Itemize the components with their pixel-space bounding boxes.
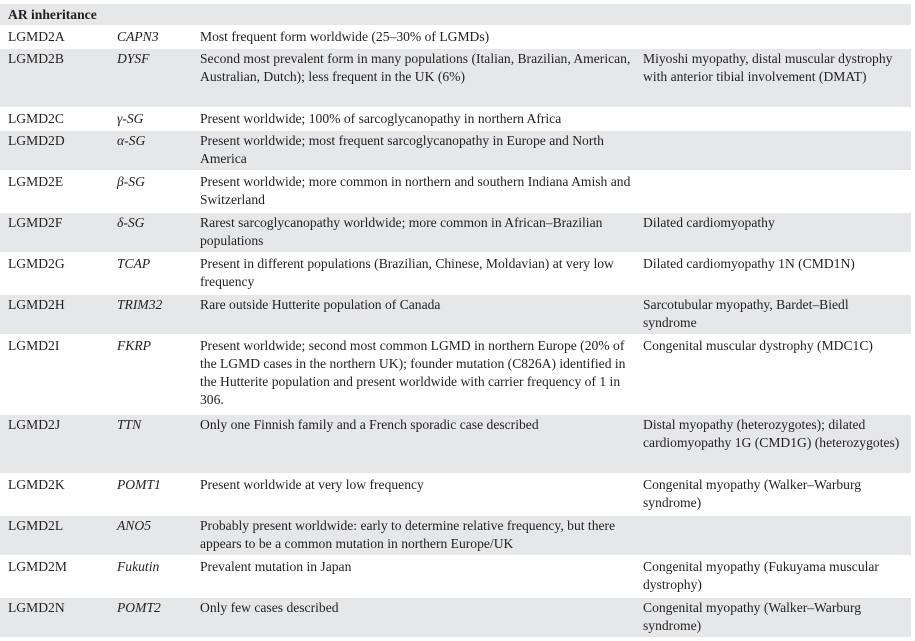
- table-row: [0, 27, 911, 49]
- allelic-disorder-cell: [643, 172, 903, 211]
- gene-cell: δ-SG: [117, 215, 145, 230]
- frequency-cell: Second most prevalent form in many populations (Italian, Brazilian, American, Australian, Dutch); less frequent in the UK (6%): [200, 51, 631, 84]
- gene-cell: ANO5: [117, 518, 151, 533]
- frequency-cell: Rarest sarcoglycanopathy worldwide; more common in African–Brazilian populations: [200, 215, 603, 248]
- table-row: [0, 415, 911, 475]
- gene-cell: DYSF: [117, 51, 150, 66]
- table-row: [0, 598, 911, 639]
- type-cell: LGMD2C: [8, 111, 64, 126]
- frequency-cell: Present worldwide; more common in northern and southern Indiana Amish and Switzerland: [200, 174, 631, 207]
- type-cell: LGMD2H: [8, 297, 65, 312]
- section-header: AR inheritance: [0, 4, 911, 27]
- allelic-disorder-cell: [643, 516, 903, 555]
- frequency-cell: Present worldwide at very low frequency: [200, 477, 424, 492]
- gene-cell: β-SG: [117, 174, 145, 189]
- frequency-cell: Present worldwide; second most common LGMD in northern Europe (20% of the LGMD cases in the northern UK); founder mutation (C826A) identified in the Hutterite population and present worldwide with carrier frequency of 1 in 306.: [200, 338, 626, 407]
- gene-cell: TCAP: [117, 256, 151, 271]
- gene-cell: POMT2: [117, 600, 161, 615]
- table-row: [0, 109, 911, 131]
- gene-cell: CAPN3: [117, 29, 159, 44]
- allelic-disorder-cell: [643, 27, 903, 47]
- type-cell: LGMD2A: [8, 29, 65, 44]
- table-row: [0, 557, 911, 598]
- allelic-disorder-cell: Sarcotubular myopathy, Bardet–Biedl syndrome: [643, 297, 849, 330]
- type-cell: LGMD2K: [8, 477, 65, 492]
- frequency-cell: Only few cases described: [200, 600, 339, 615]
- type-cell: LGMD2B: [8, 51, 64, 66]
- allelic-disorder-cell: [643, 131, 903, 170]
- gene-cell: α-SG: [117, 133, 146, 148]
- allelic-disorder-cell: Congenital muscular dystrophy (MDC1C): [643, 338, 873, 353]
- gene-cell: POMT1: [117, 477, 161, 492]
- table-row: [0, 475, 911, 516]
- table-row: [0, 172, 911, 213]
- type-cell: LGMD2D: [8, 133, 65, 148]
- allelic-disorder-cell: Dilated cardiomyopathy: [643, 215, 775, 230]
- table-row: [0, 254, 911, 295]
- frequency-cell: Rare outside Hutterite population of Canada: [200, 297, 441, 312]
- table-row: [0, 131, 911, 172]
- gene-cell: γ-SG: [117, 111, 144, 126]
- gene-cell: TRIM32: [117, 297, 163, 312]
- table-body: [0, 27, 911, 639]
- allelic-disorder-cell: Miyoshi myopathy, distal muscular dystrophy with anterior tibial involvement (DMAT): [643, 51, 893, 84]
- table-row: [0, 49, 911, 109]
- type-cell: LGMD2M: [8, 559, 67, 574]
- table-row: [0, 213, 911, 254]
- frequency-cell: Present worldwide; most frequent sarcoglycanopathy in Europe and North America: [200, 133, 604, 166]
- gene-cell: Fukutin: [117, 559, 160, 574]
- table-row: [0, 336, 911, 415]
- frequency-cell: Only one Finnish family and a French sporadic case described: [200, 417, 539, 432]
- allelic-disorder-cell: Congenital myopathy (Walker–Warburg syndrome): [643, 477, 862, 510]
- type-cell: LGMD2L: [8, 518, 64, 533]
- frequency-cell: Present in different populations (Brazilian, Chinese, Moldavian) at very low frequency: [200, 256, 614, 289]
- gene-cell: FKRP: [117, 338, 151, 353]
- table-row: [0, 516, 911, 557]
- frequency-cell: Most frequent form worldwide (25–30% of LGMDs): [200, 29, 490, 44]
- lgmd-table: [0, 4, 911, 639]
- table-row: [0, 295, 911, 336]
- gene-cell: TTN: [117, 417, 142, 432]
- frequency-cell: Probably present worldwide: early to determine relative frequency, but there appears to be a common mutation in northern Europe/UK: [200, 518, 616, 551]
- type-cell: LGMD2I: [8, 338, 60, 353]
- allelic-disorder-cell: Congenital myopathy (Fukuyama muscular dystrophy): [643, 559, 879, 592]
- allelic-disorder-cell: Congenital myopathy (Walker–Warburg syndrome): [643, 600, 862, 633]
- frequency-cell: Prevalent mutation in Japan: [200, 559, 352, 574]
- type-cell: LGMD2J: [8, 417, 61, 432]
- type-cell: LGMD2G: [8, 256, 65, 271]
- allelic-disorder-cell: Distal myopathy (heterozygotes); dilated cardiomyopathy 1G (CMD1G) (heterozygotes): [643, 417, 900, 450]
- type-cell: LGMD2E: [8, 174, 64, 189]
- allelic-disorder-cell: Dilated cardiomyopathy 1N (CMD1N): [643, 256, 855, 271]
- allelic-disorder-cell: [643, 109, 903, 129]
- frequency-cell: Present worldwide; 100% of sarcoglycanopathy in northern Africa: [200, 111, 562, 126]
- type-cell: LGMD2F: [8, 215, 63, 230]
- type-cell: LGMD2N: [8, 600, 65, 615]
